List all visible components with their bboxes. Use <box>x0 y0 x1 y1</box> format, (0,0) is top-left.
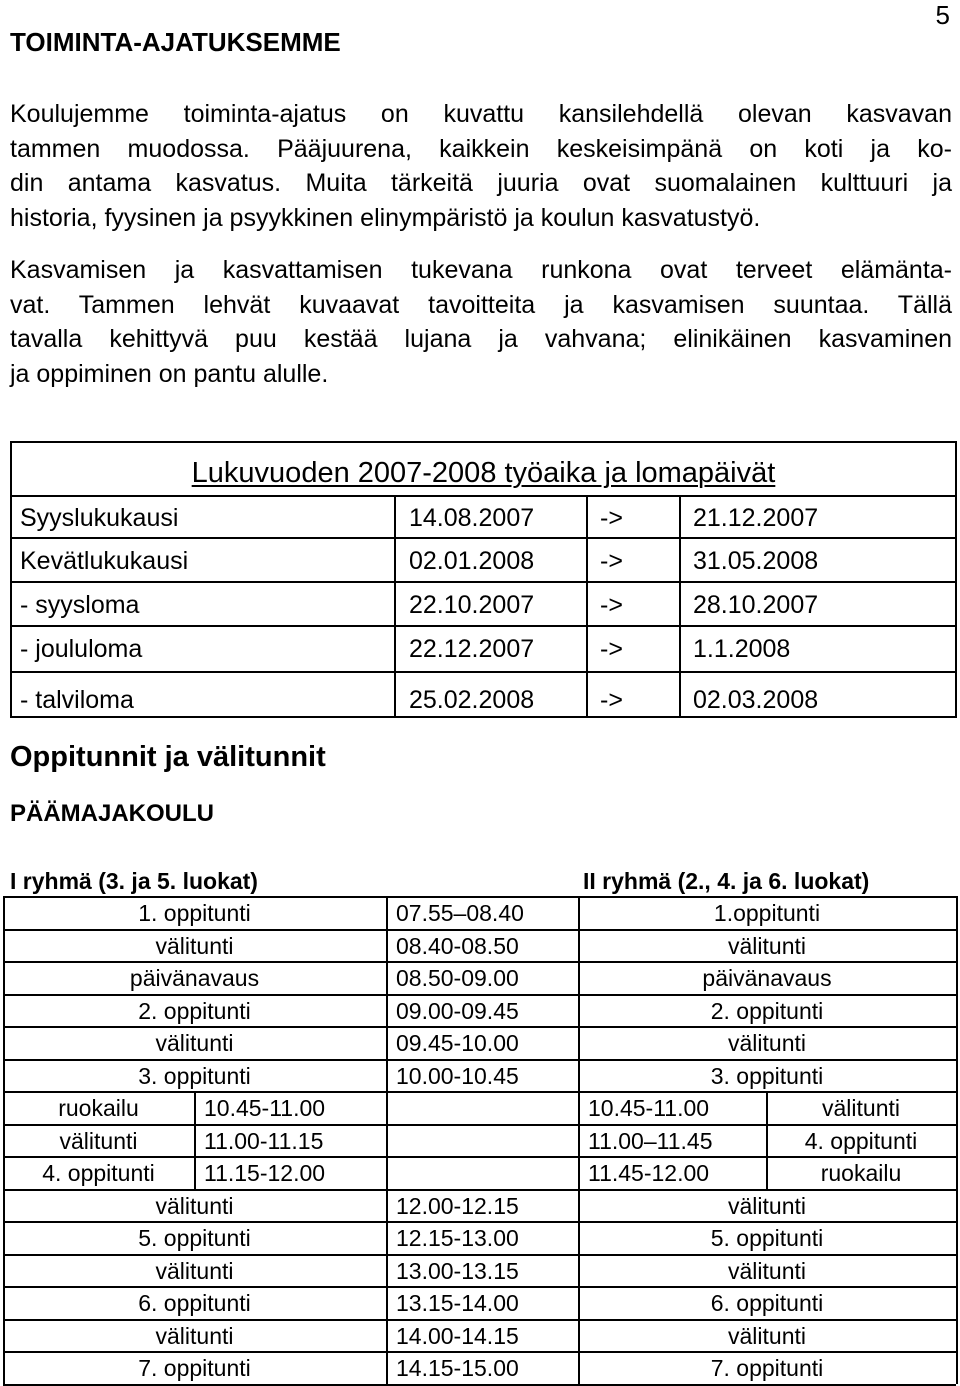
schedule-time: 07.55–08.40 <box>396 900 524 926</box>
paragraph-line: tavalla kehittyvä puu kestää lujana ja vahvana; elinikäinen kasvaminen <box>10 325 952 353</box>
schedule-g1-time: 10.45-11.00 <box>204 1095 326 1121</box>
paragraph-line: din antama kasvatus. Muita tärkeitä juuria ovat suomalainen kulttuuri ja <box>10 169 952 197</box>
schedule-g1-label: välitunti <box>155 932 234 959</box>
schedule-g2-label: ruokailu <box>820 1160 902 1186</box>
table-rule <box>194 1091 196 1189</box>
table-rule <box>956 896 958 1384</box>
table-rule <box>3 1059 956 1061</box>
table-rule <box>3 1189 956 1191</box>
worktime-title: Lukuvuoden 2007-2008 työaika ja lomapäivät <box>191 457 776 489</box>
worktime-end-date: 21.12.2007 <box>693 504 819 532</box>
schedule-g1-label: 2. oppitunti <box>138 997 251 1024</box>
worktime-arrow: -> <box>600 547 623 575</box>
schedule-g1-label: 6. oppitunti <box>138 1290 251 1316</box>
worktime-period-name: Kevätlukukausi <box>20 547 189 575</box>
schedule-time: 13.15-14.00 <box>396 1290 519 1316</box>
paragraph-line: ja oppiminen on pantu alulle. <box>10 359 329 388</box>
paragraph-line: historia, fyysinen ja psyykkinen elinympäristö ja koulun kasvatustyö. <box>10 203 761 232</box>
schedule-time: 08.50-09.00 <box>396 965 519 991</box>
schedule-g2-label: 2. oppitunti <box>710 997 824 1024</box>
schedule-g2-label: päivänavaus <box>702 965 832 991</box>
schedule-g2-time: 10.45-11.00 <box>588 1095 710 1121</box>
table-rule <box>12 581 955 583</box>
table-rule <box>3 1026 956 1028</box>
second-paragraph <box>10 253 952 391</box>
worktime-period-name: Syyslukukausi <box>20 504 179 532</box>
schedule-time: 14.15-15.00 <box>396 1355 519 1381</box>
schedule-time: 12.00-12.15 <box>396 1192 519 1219</box>
table-rule <box>3 1254 956 1256</box>
schedule-g2-label: välitunti <box>728 1192 806 1219</box>
schedule-time: 09.00-09.45 <box>396 997 519 1024</box>
paragraph-line: vat. Tammen lehvät kuvaavat tavoitteita ja kasvamisen suuntaa. Tällä <box>10 290 952 319</box>
table-rule <box>586 495 588 718</box>
schedule-g1-label: 4. oppitunti <box>42 1160 155 1186</box>
schedule-g2-label: välitunti <box>728 932 806 959</box>
schedule-g1-label: välitunti <box>155 1192 234 1219</box>
table-rule <box>12 671 955 673</box>
table-rule <box>3 994 956 996</box>
schedule-g1-label: välitunti <box>155 1322 234 1349</box>
worktime-start-date: 22.12.2007 <box>409 635 535 663</box>
schedule-time: 13.00-13.15 <box>396 1257 519 1284</box>
schedule-g2-label: 1.oppitunti <box>713 900 821 926</box>
schedule-g2-label: 6. oppitunti <box>710 1290 824 1316</box>
schedule-g1-label: ruokailu <box>58 1095 139 1121</box>
worktime-arrow: -> <box>600 591 623 619</box>
table-rule <box>3 929 956 931</box>
table-rule <box>3 896 5 1384</box>
schedule-g1-label: 3. oppitunti <box>138 1062 251 1089</box>
table-rule <box>394 495 396 718</box>
worktime-period-name: - syysloma <box>20 591 140 619</box>
worktime-start-date: 14.08.2007 <box>409 504 535 532</box>
schedule-g2-label: 7. oppitunti <box>710 1355 824 1381</box>
worktime-arrow: -> <box>600 635 623 663</box>
schedule-g2-label: välitunti <box>728 1030 806 1056</box>
table-rule <box>12 495 955 497</box>
table-rule <box>3 1286 956 1288</box>
schedule-time: 09.45-10.00 <box>396 1030 519 1056</box>
schedule-g1-label: välitunti <box>155 1257 234 1284</box>
worktime-end-date: 28.10.2007 <box>693 591 819 619</box>
table-rule <box>766 1091 768 1189</box>
schedule-g2-time: 11.45-12.00 <box>588 1160 710 1186</box>
schedule-g2-time: 11.00–11.45 <box>588 1127 713 1154</box>
paragraph-line: tammen muodossa. Pääjuurena, kaikkein keskeisimpänä on koti ja ko- <box>10 134 952 163</box>
schedule-g2-label: 3. oppitunti <box>710 1062 824 1089</box>
table-rule <box>3 1156 956 1158</box>
schedule-g2-label: välitunti <box>728 1322 806 1349</box>
worktime-start-date: 22.10.2007 <box>409 591 535 619</box>
worktime-period-name: - joululoma <box>20 635 143 663</box>
worktime-start-date: 02.01.2008 <box>409 547 535 575</box>
page-heading: TOIMINTA-AJATUKSEMME <box>10 27 341 57</box>
schedule-g1-time: 11.15-12.00 <box>204 1160 326 1186</box>
schedule-time: 14.00-14.15 <box>396 1322 519 1349</box>
table-rule <box>679 495 681 718</box>
worktime-end-date: 02.03.2008 <box>693 686 819 714</box>
schedule-time: 10.00-10.45 <box>396 1062 519 1089</box>
schedule-time: 08.40-08.50 <box>396 932 519 959</box>
table-rule <box>3 1124 956 1126</box>
schedule-g1-label: päivänavaus <box>129 965 260 991</box>
schedule-g2-label: välitunti <box>728 1257 806 1284</box>
worktime-start-date: 25.02.2008 <box>409 686 535 714</box>
table-rule <box>3 961 956 963</box>
group2-title: II ryhmä (2., 4. ja 6. luokat) <box>583 868 870 894</box>
schedule-g2-label: 4. oppitunti <box>804 1127 918 1154</box>
page-number: 5 <box>935 0 950 30</box>
worktime-period-name: - talviloma <box>20 686 134 714</box>
paragraph-line: Koulujemme toiminta-ajatus on kuvattu kansilehdellä olevan kasvavan <box>10 100 952 128</box>
schedule-g1-label: 5. oppitunti <box>138 1225 251 1251</box>
table-rule <box>12 625 955 627</box>
table-rule <box>3 1351 956 1353</box>
section-title: Oppitunnit ja välitunnit <box>10 741 326 773</box>
group1-title: I ryhmä (3. ja 5. luokat) <box>10 868 258 894</box>
table-rule <box>3 1319 956 1321</box>
paragraph-line: Kasvamisen ja kasvattamisen tukevana runkona ovat terveet elämänta- <box>10 256 952 284</box>
worktime-arrow: -> <box>600 504 623 532</box>
table-rule <box>386 896 388 1384</box>
worktime-end-date: 1.1.2008 <box>693 635 791 663</box>
worktime-table <box>10 441 957 718</box>
table-rule <box>3 896 956 898</box>
table-rule <box>12 537 955 539</box>
schedule-g1-time: 11.00-11.15 <box>204 1127 324 1154</box>
worktime-end-date: 31.05.2008 <box>693 547 819 575</box>
table-rule <box>3 1091 956 1093</box>
schedule-g2-label: 5. oppitunti <box>710 1225 824 1251</box>
intro-paragraph <box>10 97 952 235</box>
schedule-g1-label: 7. oppitunti <box>138 1355 251 1381</box>
schedule-g2-label: välitunti <box>822 1095 900 1121</box>
school-name: PÄÄMAJAKOULU <box>10 800 214 827</box>
table-rule <box>3 1221 956 1223</box>
schedule-g1-label: välitunti <box>59 1127 138 1154</box>
schedule-time: 12.15-13.00 <box>396 1225 519 1251</box>
schedule-g1-label: välitunti <box>155 1030 234 1056</box>
worktime-arrow: -> <box>600 686 623 714</box>
table-rule <box>578 896 580 1384</box>
schedule-g1-label: 1. oppitunti <box>138 900 251 926</box>
